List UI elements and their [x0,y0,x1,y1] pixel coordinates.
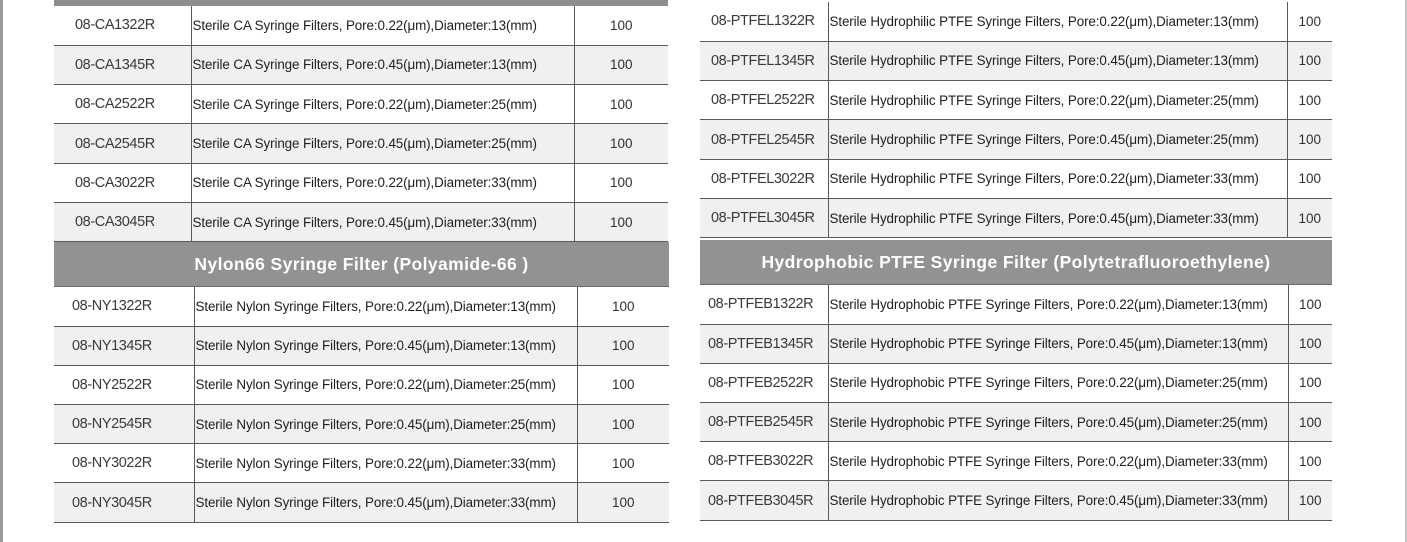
table-row [54,6,668,45]
table-row [700,81,1332,120]
table-row [700,363,1332,402]
description-cell: Sterile CA Syringe Filters, Pore:0.22(μm),Diameter:25(mm) [191,85,574,124]
quantity-cell: 100 [577,444,669,483]
description-cell: Sterile Nylon Syringe Filters, Pore:0.45(μm),Diameter:13(mm) [194,326,577,365]
hydrophobic-section-title: Hydrophobic PTFE Syringe Filter (Polytetrafluoroethylene) [761,251,1271,272]
quantity-cell: 100 [574,6,668,45]
table-row [700,481,1332,520]
table-row [700,442,1332,481]
table-row [700,41,1332,80]
table-row [700,285,1332,324]
quantity-cell: 100 [1287,41,1332,80]
table-row [54,405,669,444]
description-cell: Sterile Hydrophobic PTFE Syringe Filters, Pore:0.45(μm),Diameter:33(mm) [828,481,1288,520]
hydrophilic-ptfe-table [700,2,1332,238]
hydrophilic-ptfe-rows [700,2,1332,238]
product-code-cell: 08-NY2522R [54,365,194,404]
product-code-cell: 08-NY1322R [54,287,194,326]
quantity-cell: 100 [574,124,668,163]
quantity-cell: 100 [1287,2,1332,41]
product-code-cell: 08-CA2522R [54,85,191,124]
quantity-cell: 100 [577,287,669,326]
quantity-cell: 100 [1287,198,1332,237]
description-cell: Sterile Hydrophilic PTFE Syringe Filters, Pore:0.45(μm),Diameter:13(mm) [828,41,1287,80]
product-code-cell: 08-PTFEL1345R [700,41,828,80]
quantity-cell: 100 [1287,81,1332,120]
nylon-filter-table [54,287,669,523]
hydrophobic-ptfe-table [700,285,1332,521]
description-cell: Sterile Hydrophilic PTFE Syringe Filters, Pore:0.45(μm),Diameter:33(mm) [828,198,1287,237]
description-cell: Sterile Hydrophilic PTFE Syringe Filters, Pore:0.22(μm),Diameter:25(mm) [828,81,1287,120]
description-cell: Sterile Hydrophobic PTFE Syringe Filters, Pore:0.22(μm),Diameter:13(mm) [828,285,1288,324]
table-row [700,324,1332,363]
quantity-cell: 100 [574,45,668,84]
nylon-section-title: Nylon66 Syringe Filter (Polyamide-66 ) [194,253,529,274]
description-cell: Sterile Nylon Syringe Filters, Pore:0.22(μm),Diameter:25(mm) [194,365,577,404]
description-cell: Sterile CA Syringe Filters, Pore:0.45(μm),Diameter:25(mm) [191,124,574,163]
quantity-cell: 100 [1288,481,1332,520]
table-row [54,124,668,163]
product-code-cell: 08-PTFEL2545R [700,120,828,159]
quantity-cell: 100 [574,202,668,241]
quantity-cell: 100 [577,365,669,404]
left-column [54,0,669,542]
quantity-cell: 100 [1288,324,1332,363]
quantity-cell: 100 [1288,363,1332,402]
table-row [700,198,1332,237]
description-cell: Sterile Hydrophobic PTFE Syringe Filters, Pore:0.45(μm),Diameter:25(mm) [828,403,1288,442]
description-cell: Sterile CA Syringe Filters, Pore:0.22(μm),Diameter:33(mm) [191,163,574,202]
product-code-cell: 08-NY1345R [54,326,194,365]
table-row [700,2,1332,41]
quantity-cell: 100 [574,85,668,124]
product-code-cell: 08-NY3045R [54,483,194,522]
table-row [54,163,668,202]
nylon-filter-rows [54,287,669,522]
product-code-cell: 08-CA3045R [54,202,191,241]
table-row [54,85,668,124]
table-row [700,120,1332,159]
description-cell: Sterile Hydrophilic PTFE Syringe Filters, Pore:0.22(μm),Diameter:13(mm) [828,2,1287,41]
product-code-cell: 08-CA3022R [54,163,191,202]
description-cell: Sterile Hydrophilic PTFE Syringe Filters, Pore:0.22(μm),Diameter:33(mm) [828,159,1287,198]
quantity-cell: 100 [1288,285,1332,324]
product-code-cell: 08-NY3022R [54,444,194,483]
quantity-cell: 100 [577,405,669,444]
quantity-cell: 100 [1288,403,1332,442]
product-code-cell: 08-PTFEL1322R [700,2,828,41]
description-cell: Sterile Hydrophobic PTFE Syringe Filters, Pore:0.22(μm),Diameter:33(mm) [828,442,1288,481]
product-code-cell: 08-PTFEB1345R [700,324,828,363]
product-code-cell: 08-CA2545R [54,124,191,163]
product-code-cell: 08-PTFEB1322R [700,285,828,324]
quantity-cell: 100 [1287,159,1332,198]
table-row [54,483,669,522]
nylon-section-header [54,242,669,287]
product-code-cell: 08-NY2545R [54,405,194,444]
product-code-cell: 08-PTFEL2522R [700,81,828,120]
quantity-cell: 100 [1287,120,1332,159]
description-cell: Sterile CA Syringe Filters, Pore:0.45(μm),Diameter:33(mm) [191,202,574,241]
quantity-cell: 100 [1288,442,1332,481]
table-row [700,403,1332,442]
table-row [54,202,668,241]
right-column [700,0,1333,542]
table-row [54,365,669,404]
description-cell: Sterile Nylon Syringe Filters, Pore:0.22(μm),Diameter:13(mm) [194,287,577,326]
product-code-cell: 08-CA1345R [54,45,191,84]
product-code-cell: 08-PTFEB2522R [700,363,828,402]
table-row [54,444,669,483]
description-cell: Sterile Nylon Syringe Filters, Pore:0.45(μm),Diameter:33(mm) [194,483,577,522]
quantity-cell: 100 [574,163,668,202]
product-code-cell: 08-CA1322R [54,6,191,45]
table-row [54,326,669,365]
quantity-cell: 100 [577,326,669,365]
description-cell: Sterile Hydrophobic PTFE Syringe Filters, Pore:0.45(μm),Diameter:13(mm) [828,324,1288,363]
table-row [700,159,1332,198]
hydrophobic-ptfe-rows [700,285,1332,520]
hydrophobic-section-header [700,240,1332,285]
product-code-cell: 08-PTFEL3045R [700,198,828,237]
product-code-cell: 08-PTFEB2545R [700,403,828,442]
quantity-cell: 100 [577,483,669,522]
product-code-cell: 08-PTFEL3022R [700,159,828,198]
product-code-cell: 08-PTFEB3045R [700,481,828,520]
description-cell: Sterile CA Syringe Filters, Pore:0.45(μm),Diameter:13(mm) [191,45,574,84]
ca-filter-rows [54,6,668,242]
table-row [54,287,669,326]
description-cell: Sterile Nylon Syringe Filters, Pore:0.22(μm),Diameter:33(mm) [194,444,577,483]
description-cell: Sterile Hydrophilic PTFE Syringe Filters, Pore:0.45(μm),Diameter:25(mm) [828,120,1287,159]
ca-filter-table [54,6,668,242]
left-page-edge [0,0,3,542]
product-code-cell: 08-PTFEB3022R [700,442,828,481]
description-cell: Sterile Nylon Syringe Filters, Pore:0.45(μm),Diameter:25(mm) [194,405,577,444]
table-row [54,45,668,84]
description-cell: Sterile Hydrophobic PTFE Syringe Filters, Pore:0.22(μm),Diameter:25(mm) [828,363,1288,402]
description-cell: Sterile CA Syringe Filters, Pore:0.22(μm),Diameter:13(mm) [191,6,574,45]
